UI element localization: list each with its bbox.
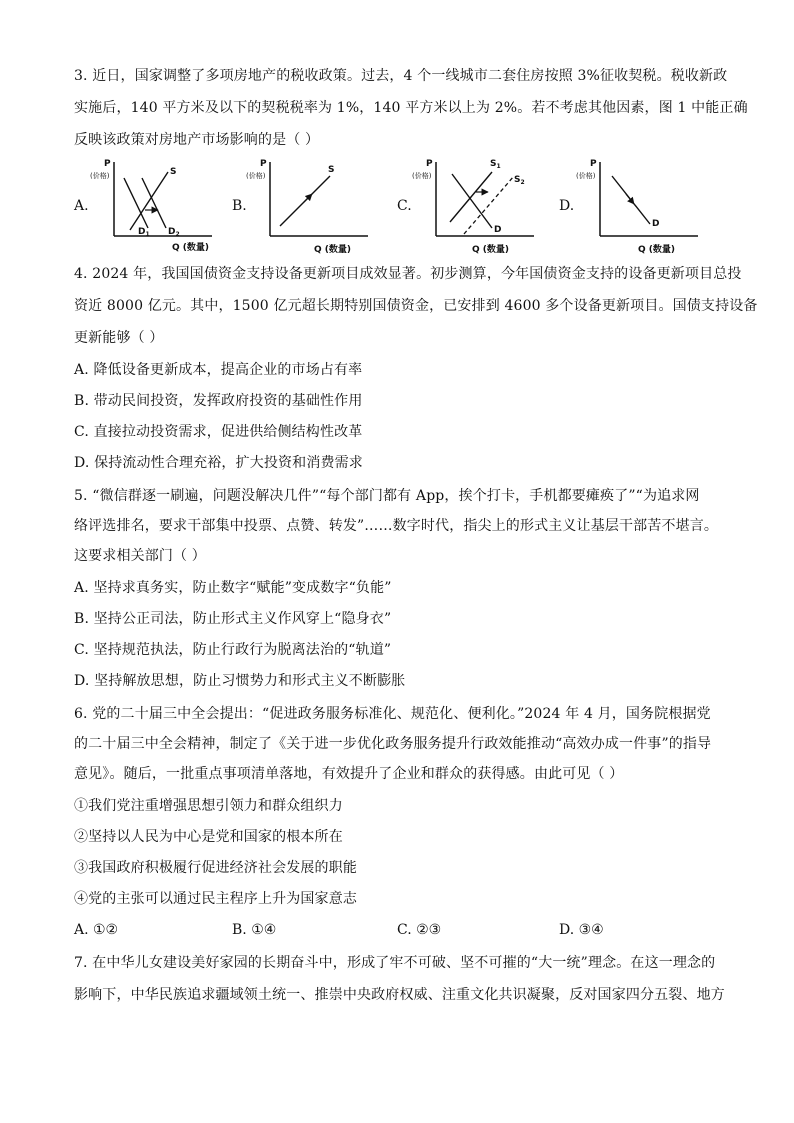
q5-option-c: C. 坚持规范执法，防止行政行为脱离法治的“轨道” (74, 642, 392, 658)
graph-c-p-unit: (价格) (412, 172, 432, 180)
graph-c-q: Q (数量) (472, 245, 510, 255)
graph-c-supply-2 (464, 176, 514, 234)
graph-d-p: P (590, 159, 597, 169)
q6-statement-1: ①我们党注重增强思想引领力和群众组织力 (74, 798, 343, 814)
q5-line-3: 这要求相关部门（ ） (74, 548, 206, 564)
graph-c-p: P (426, 159, 433, 169)
graph-a-demand-2 (142, 178, 166, 228)
q6-line-2: 的二十届三中全会精神，制定了《关于进一步优化政务服务提升行政效能推动“高效办成一件事”的指导 (74, 736, 712, 752)
graph-c (410, 152, 540, 258)
graph-a (88, 152, 218, 258)
q3-line-1: 3. 近日，国家调整了多项房地产的税收政策。过去，4 个一线城市二套住房按照 3%征收契税。税收新政 (74, 68, 728, 84)
q5-option-b: B. 坚持公正司法，防止形式主义作风穿上“隐身衣” (74, 611, 392, 627)
graph-d-d-label: D (652, 219, 660, 229)
q6-choice-b: B. ①④ (232, 922, 277, 938)
graph-b (244, 152, 374, 258)
graph-b-s-label: S (328, 165, 335, 175)
graph-c-s2-label: $S_2$ (514, 175, 525, 186)
graph-d-q: Q (数量) (638, 245, 676, 255)
graph-d-label: D. (559, 198, 575, 214)
q6-statement-2: ②坚持以人民为中心是党和国家的根本所在 (74, 829, 343, 845)
graph-b-label: B. (232, 198, 247, 214)
q6-line-3: 意见》。随后，一批重点事项清单落地，有效提升了企业和群众的获得感。由此可见（ ） (74, 766, 624, 782)
q4-line-3: 更新能够（ ） (74, 330, 164, 346)
q3-line-2: 实施后，140 平方米及以下的契税税率为 1%，140 平方米以上为 2%。若不考虑其他因素，图 1 中能正确 (74, 100, 748, 116)
q5-line-2: 络评选排名，要求干部集中投票、点赞、转发”……数字时代，指尖上的形式主义让基层干部苦不堪言。 (74, 518, 719, 534)
q5-option-d: D. 坚持解放思想，防止习惯势力和形式主义不断膨胀 (74, 673, 406, 689)
graph-a-label: A. (74, 198, 89, 214)
q6-line-1: 6. 党的二十届三中全会提出：“促进政务服务标准化、规范化、便利化。”2024 年 4 月，国务院根据党 (74, 706, 711, 722)
graph-a-d2-label: $D_2$ (168, 227, 180, 238)
graph-a-q: Q (数量) (172, 243, 210, 253)
q4-option-c: C. 直接拉动投资需求，促进供给侧结构性改革 (74, 424, 363, 440)
q4-option-b: B. 带动民间投资，发挥政府投资的基础性作用 (74, 393, 363, 409)
graph-a-p-unit: (价格) (90, 172, 110, 180)
graph-c-d-label: D (494, 225, 502, 235)
q4-option-d: D. 保持流动性合理充裕，扩大投资和消费需求 (74, 455, 363, 471)
q4-line-1: 4. 2024 年，我国国债资金支持设备更新项目成效显著。初步测算，今年国债资金支持的设备更新项目总投 (74, 266, 742, 282)
graph-a-p: P (104, 159, 111, 169)
graph-a-d1-label: $D_1$ (138, 227, 150, 238)
graph-b-arrow (304, 194, 312, 202)
graph-c-demand (452, 174, 492, 228)
q4-option-a: A. 降低设备更新成本，提高企业的市场占有率 (74, 362, 363, 378)
graph-b-q: Q (数量) (314, 245, 352, 255)
q6-statement-4: ④党的主张可以通过民主程序上升为国家意志 (74, 891, 357, 907)
q4-line-2: 资近 8000 亿元。其中，1500 亿元超长期特别国债资金，已安排到 4600 多个设备更新项目。国债支持设备 (74, 298, 758, 314)
q6-choice-c: C. ②③ (397, 922, 442, 938)
graph-d (574, 152, 704, 258)
graph-b-p-unit: (价格) (246, 172, 266, 180)
graph-b-p: P (260, 159, 267, 169)
q5-option-a: A. 坚持求真务实，防止数字“赋能”变成数字“负能” (74, 580, 392, 596)
graph-d-arrow (626, 194, 634, 204)
q6-choice-d: D. ③④ (559, 922, 604, 938)
q7-line-1: 7. 在中华儿女建设美好家园的长期奋斗中，形成了牢不可破、坚不可摧的“大一统”理念。在这一理念的 (74, 955, 716, 971)
graph-c-label: C. (397, 198, 412, 214)
graph-a-s-label: S (170, 167, 177, 177)
q3-line-3: 反映该政策对房地产市场影响的是（ ） (74, 132, 320, 148)
q6-statement-3: ③我国政府积极履行促进经济社会发展的职能 (74, 860, 357, 876)
q5-line-1: 5. “微信群逐一刷遍，问题没解决几件”“每个部门都有 App，挨个打卡，手机都要瘫痪了”“为追求网 (74, 488, 700, 504)
graph-c-s1-label: $S_1$ (490, 159, 501, 170)
q6-choice-a: A. ①② (74, 922, 119, 938)
q7-line-2: 影响下，中华民族追求疆域领土统一、推崇中央政府权威、注重文化共识凝聚，反对国家四分五裂、地方 (74, 987, 725, 1003)
graph-d-p-unit: (价格) (576, 172, 596, 180)
